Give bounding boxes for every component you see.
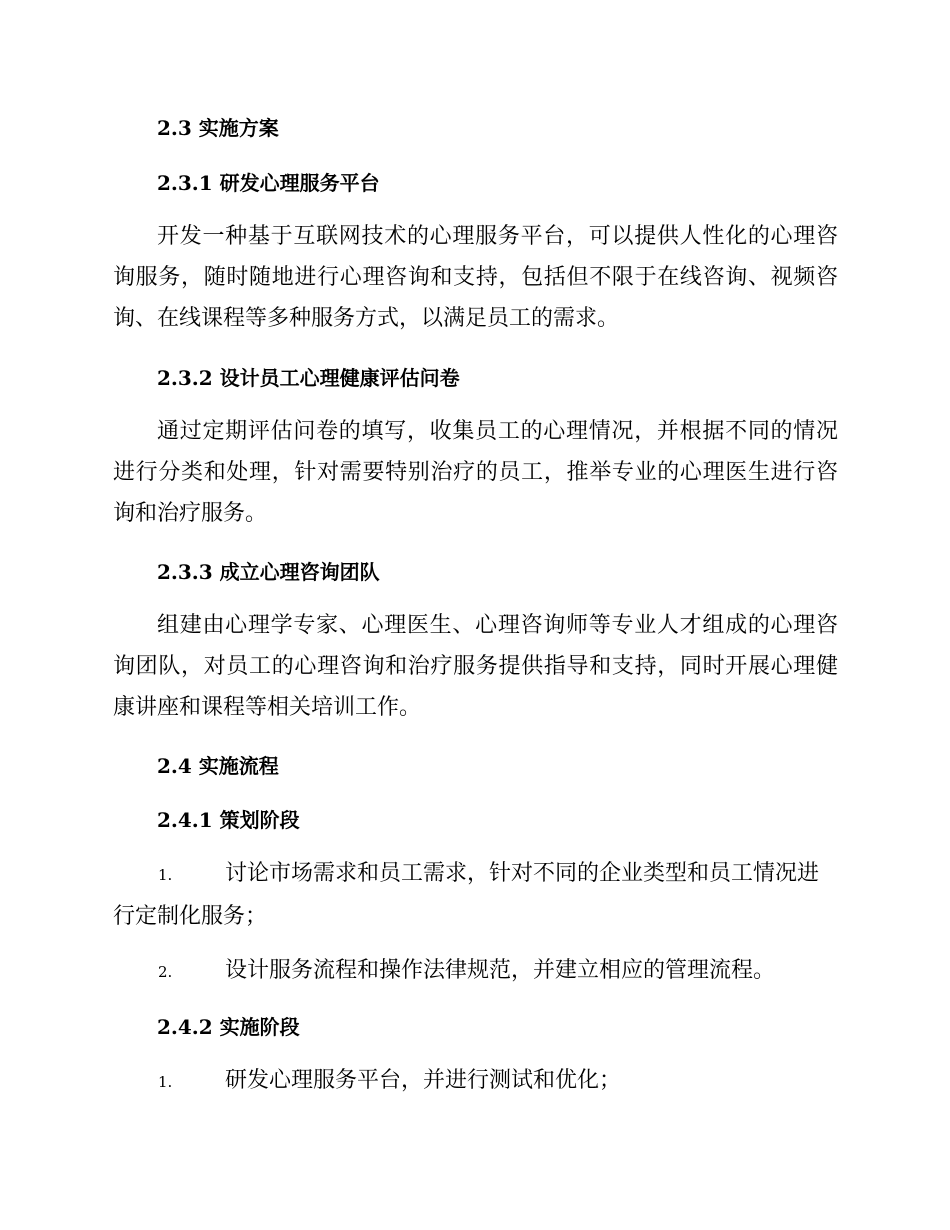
subsection-heading-2-3-2: 2.3.2 设计员工心理健康评估问卷 <box>157 366 460 390</box>
list-item-text: 研发心理服务平台，并进行测试和优化； <box>225 1068 622 1093</box>
subsection-heading-2-3-1: 2.3.1 研发心理服务平台 <box>157 171 380 195</box>
subsection-heading-2-3-3: 2.3.3 成立心理咨询团队 <box>157 560 380 584</box>
subsection-heading-2-4-1: 2.4.1 策划阶段 <box>157 808 300 832</box>
paragraph-2-3-2: 通过定期评估问卷的填写，收集员工的心理情况，并根据不同的情况进行分类和处理，针对需要特别治疗的员工，推举专业的心理医生进行咨询和治疗服务。 <box>113 419 838 526</box>
list-item <box>113 950 838 993</box>
list-number: 1. <box>158 1073 173 1091</box>
list-item <box>113 1060 838 1103</box>
list-item <box>113 853 838 937</box>
section-heading-2-3: 2.3 实施方案 <box>157 116 279 140</box>
paragraph-2-3-3: 组建由心理学专家、心理医生、心理咨询师等专业人才组成的心理咨询团队，对员工的心理咨询和治疗服务提供指导和支持，同时开展心理健康讲座和课程等相关培训工作。 <box>113 613 838 720</box>
subsection-heading-2-4-2: 2.4.2 实施阶段 <box>157 1015 300 1039</box>
list-number: 1. <box>158 866 173 884</box>
list-item-text: 设计服务流程和操作法律规范，并建立相应的管理流程。 <box>225 958 776 983</box>
list-item-text: 讨论市场需求和员工需求，针对不同的企业类型和员工情况进行定制化服务； <box>113 861 820 929</box>
paragraph-2-3-1: 开发一种基于互联网技术的心理服务平台，可以提供人性化的心理咨询服务，随时随地进行心理咨询和支持，包括但不限于在线咨询、视频咨询、在线课程等多种服务方式，以满足员工的需求。 <box>113 224 838 331</box>
section-heading-2-4: 2.4 实施流程 <box>157 754 279 778</box>
list-number: 2. <box>158 963 173 981</box>
